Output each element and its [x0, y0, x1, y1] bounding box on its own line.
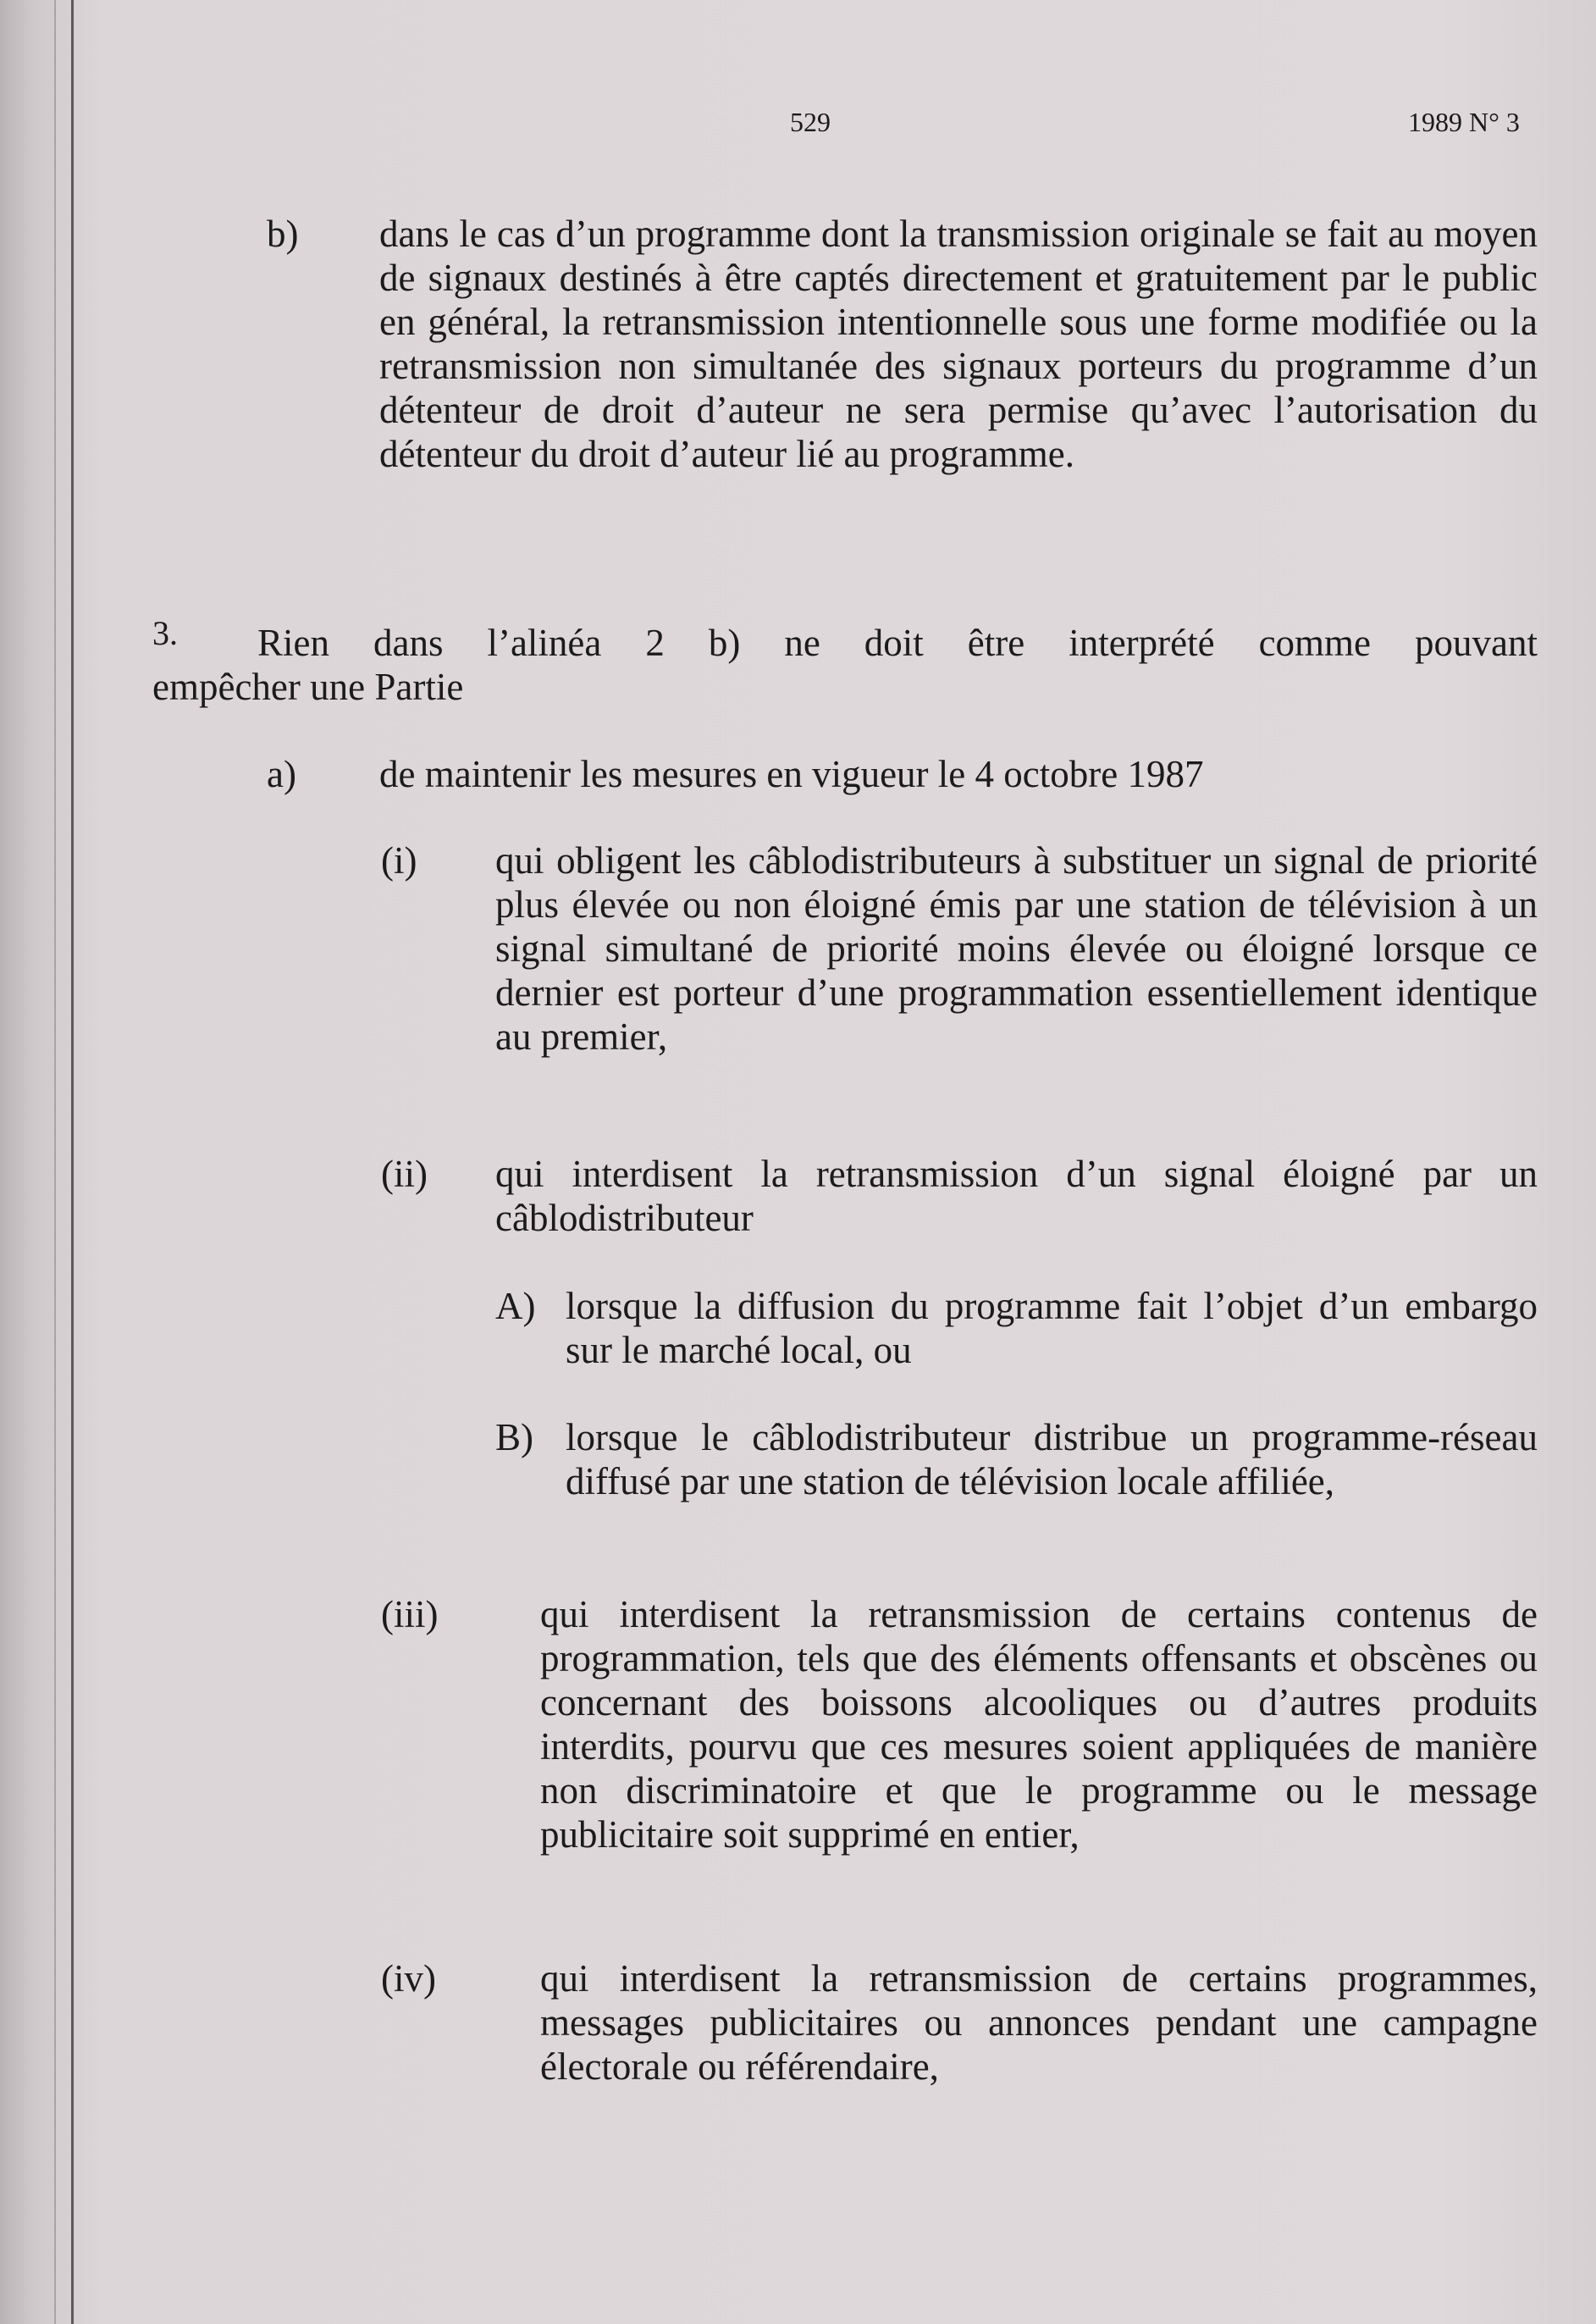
article-3-first-line: Rien dans l’alinéa 2 b) ne doit être interprété comme pouvant: [257, 622, 1538, 664]
item-ii-label: (ii): [381, 1153, 428, 1195]
item-i-label: (i): [381, 839, 417, 882]
binding-shadow: [54, 0, 56, 2324]
item-iii-text: qui interdisent la retransmission de certains contenus de programmation, tels que des éléments offensants et obscènes ou concernant des boissons alcooliques ou d’autres produits interdits, pourvu que ces mesures soient appliquées de manière non discriminatoire et que le programme ou le message publicitaire soit supprimé en entier,: [540, 1593, 1538, 1856]
item-iv-label: (iv): [381, 1957, 436, 2000]
binding-edge: [71, 0, 74, 2324]
clause-a-label: a): [267, 753, 296, 795]
item-iv-text: qui interdisent la retransmission de certains programmes, messages publicitaires ou annonces pendant une campagne électorale ou référendaire,: [540, 1957, 1538, 2088]
sub-a-text: lorsque la diffusion du programme fait l’objet d’un embargo sur le marché local, ou: [566, 1285, 1538, 1371]
page-number: 529: [790, 107, 831, 137]
article-3-second-line: empêcher une Partie: [152, 666, 464, 708]
clause-b-text: dans le cas d’un programme dont la transmission originale se fait au moyen de signaux destinés à être captés directement et gratuitement par le public en général, la retransmission intentionnelle sous une forme modifiée ou la retransmission non simultanée des signaux porteurs du programme d’un détenteur de droit d’auteur ne sera permise qu’avec l’autorisation du détenteur du droit d’auteur lié au programme.: [379, 213, 1538, 475]
sub-b-text: lorsque le câblodistributeur distribue un programme-réseau diffusé par une station de télévision locale affiliée,: [566, 1416, 1538, 1502]
sub-a-label: A): [495, 1285, 536, 1327]
item-i-text: qui obligent les câblodistributeurs à substituer un signal de priorité plus élevée ou non éloigné émis par une station de télévision à un signal simultané de priorité moins élevée ou éloigné lorsque ce dernier est porteur d’une programmation essentiellement identique au premier,: [495, 839, 1538, 1058]
article-3-label: 3.: [152, 614, 178, 652]
page-header: [0, 107, 1596, 149]
item-iii-label: (iii): [381, 1593, 439, 1635]
item-ii-text: qui interdisent la retransmission d’un signal éloigné par un câblodistributeur: [495, 1153, 1538, 1239]
clause-b-label: b): [267, 213, 299, 255]
document-reference: 1989 N° 3: [1408, 107, 1520, 137]
clause-a-text: de maintenir les mesures en vigueur le 4 octobre 1987: [379, 753, 1204, 795]
sub-b-label: B): [495, 1416, 533, 1458]
